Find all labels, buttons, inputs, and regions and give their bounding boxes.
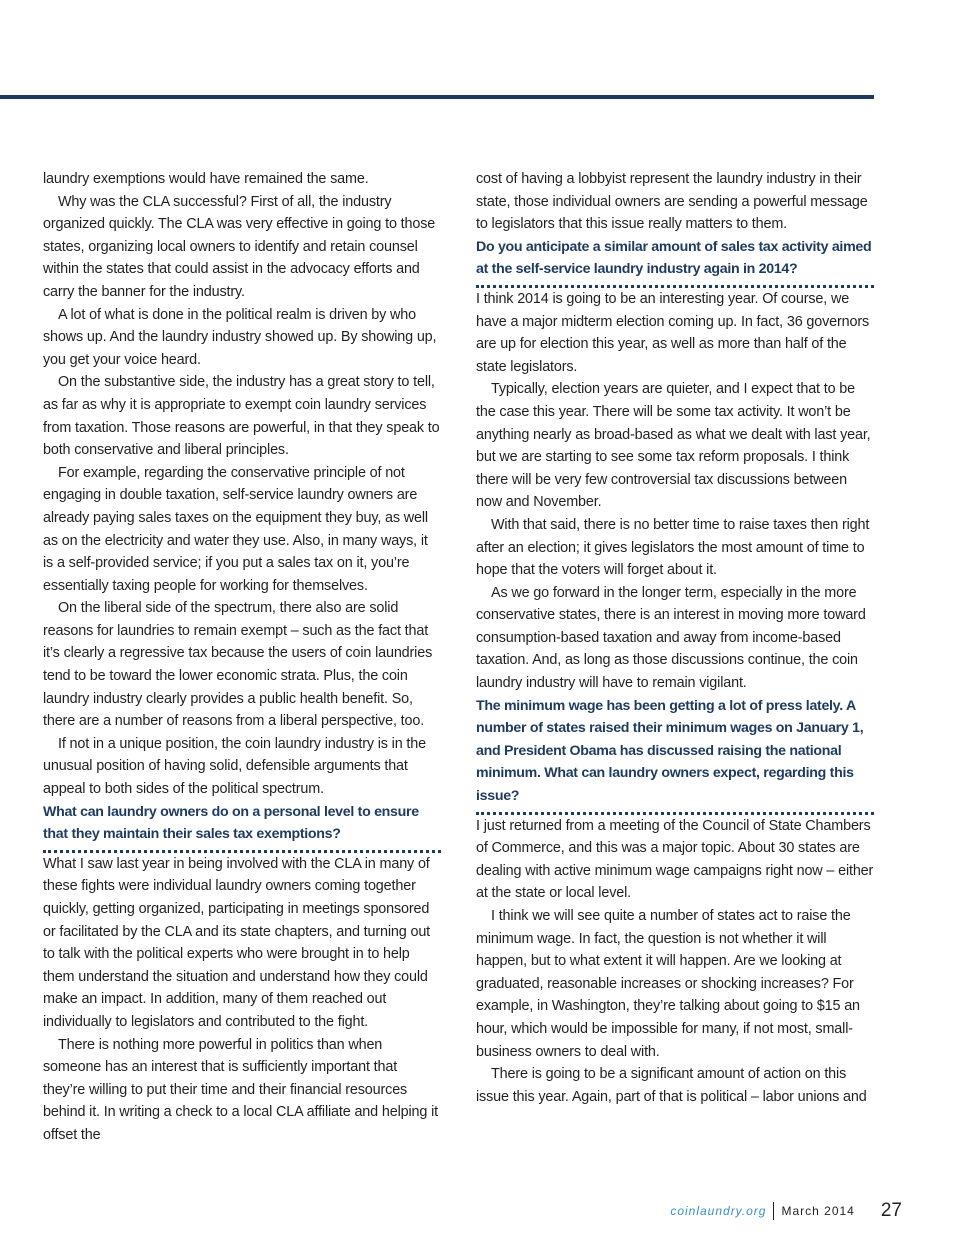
paragraph: There is going to be a significant amount of action on this issue this year. Again, part of that is political – labor unions and (476, 1066, 867, 1105)
header-rule (0, 95, 874, 99)
paragraph: On the substantive side, the industry has a great story to tell, as far as why it is appropriate to exempt coin laundry services from taxation. Those reasons are powerful, in that they speak to both conservative and liberal principles. (43, 374, 440, 459)
page-footer (670, 1200, 902, 1222)
paragraph: As we go forward in the longer term, especially in the more conservative states, there is an interest in moving more toward consumption-based taxation and away from income-based taxation. And, as long as those discussions continue, the coin laundry industry will have to remain vigilant. (476, 584, 866, 692)
paragraph: If not in a unique position, the coin laundry industry is in the unusual position of having solid, defensible arguments that appeal to both sides of the political spectrum. (43, 735, 426, 798)
paragraph: I think 2014 is going to be an interesting year. Of course, we have a major midterm election coming up. In fact, 36 governors are up for election this year, as well as more than half of the state legislators. (476, 290, 870, 375)
footer-divider (773, 1202, 774, 1220)
interview-question: The minimum wage has been getting a lot of press lately. A number of states raised their minimum wages on January 1, and President Obama has discussed raising the national minimum. What can laundry owners expect, regarding this issue? (476, 695, 874, 815)
paragraph: I think we will see quite a number of states act to raise the minimum wage. In fact, the question is not whether it will happen, but to what extent it will happen. Are we looking at graduated, reasonable increases or shocking increases? For example, in Washington, they’re talking about going to $15 an hour, which would be impossible for many, if not most, small-business owners to deal with. (476, 908, 860, 1060)
footer-site-link[interactable]: coinlaundry.org (670, 1204, 767, 1218)
paragraph: A lot of what is done in the political realm is driven by who shows up. And the laundry industry showed up. By showing up, you get your voice heard. (43, 306, 437, 368)
paragraph: Why was the CLA successful? First of all, the industry organized quickly. The CLA was very effective in going to those states, organizing local owners to identify and retain counsel within the states that could assist in the advocacy efforts and carry the banner for the industry. (43, 193, 436, 300)
paragraph: cost of having a lobbyist represent the laundry industry in their state, those individual owners are sending a powerful message to legislators that this issue really matters to them. (476, 171, 868, 233)
article-column-left (43, 168, 441, 1147)
article-column-right (476, 168, 874, 1108)
paragraph: Typically, election years are quieter, and I expect that to be the case this year. There will be some tax activity. It won’t be anything nearly as broad-based as what we dealt with last year, but we are starting to see some tax reform proposals. I think there will be very few controversial tax discussions between now and November. (476, 381, 871, 511)
paragraph: I just returned from a meeting of the Council of State Chambers of Commerce, and this was a major topic. About 30 states are dealing with active minimum wage campaigns right now – either at the state or local level. (476, 817, 874, 902)
footer-issue-date: March 2014 (781, 1204, 855, 1218)
paragraph: For example, regarding the conservative principle of not engaging in double taxation, self-service laundry owners are already paying sales taxes on the equipment they buy, as well as on the electricity and water they use. Also, in many ways, it is a self-provided service; if you put a sales tax on it, you’re essentially taxing people for working for themselves. (43, 464, 428, 594)
page-number: 27 (880, 1200, 902, 1221)
paragraph: What I saw last year in being involved with the CLA in many of these fights were individual laundry owners coming together quickly, getting organized, participating in meetings sponsored or facilitated by the CLA and its state chapters, and turning out to talk with the political experts who were brought in to help them understand the situation and understand how they could make an impact. In addition, many of them reached out individually to legislators and contributed to the fight. (43, 855, 431, 1030)
paragraph: There is nothing more powerful in politics than when someone has an interest that is sufficiently important that they’re willing to put their time and their financial resources behind it. In writing a check to a local CLA affiliate and helping it offset the (43, 1036, 438, 1143)
interview-question: What can laundry owners do on a personal level to ensure that they maintain their sales tax exemptions? (43, 801, 441, 853)
interview-question: Do you anticipate a similar amount of sales tax activity aimed at the self-service laundry industry again in 2014? (476, 236, 874, 288)
paragraph: With that said, there is no better time to raise taxes then right after an election; it gives legislators the most amount of time to hope that the voters will forget about it. (476, 516, 870, 579)
paragraph: laundry exemptions would have remained the same. (43, 171, 369, 187)
paragraph: On the liberal side of the spectrum, there also are solid reasons for laundries to remain exempt – such as the fact that it’s clearly a regressive tax because the users of coin laundries tend to be toward the lower economic strata. Plus, the coin laundry industry clearly provides a public health benefit. So, there are a number of reasons from a liberal perspective, too. (43, 600, 433, 730)
